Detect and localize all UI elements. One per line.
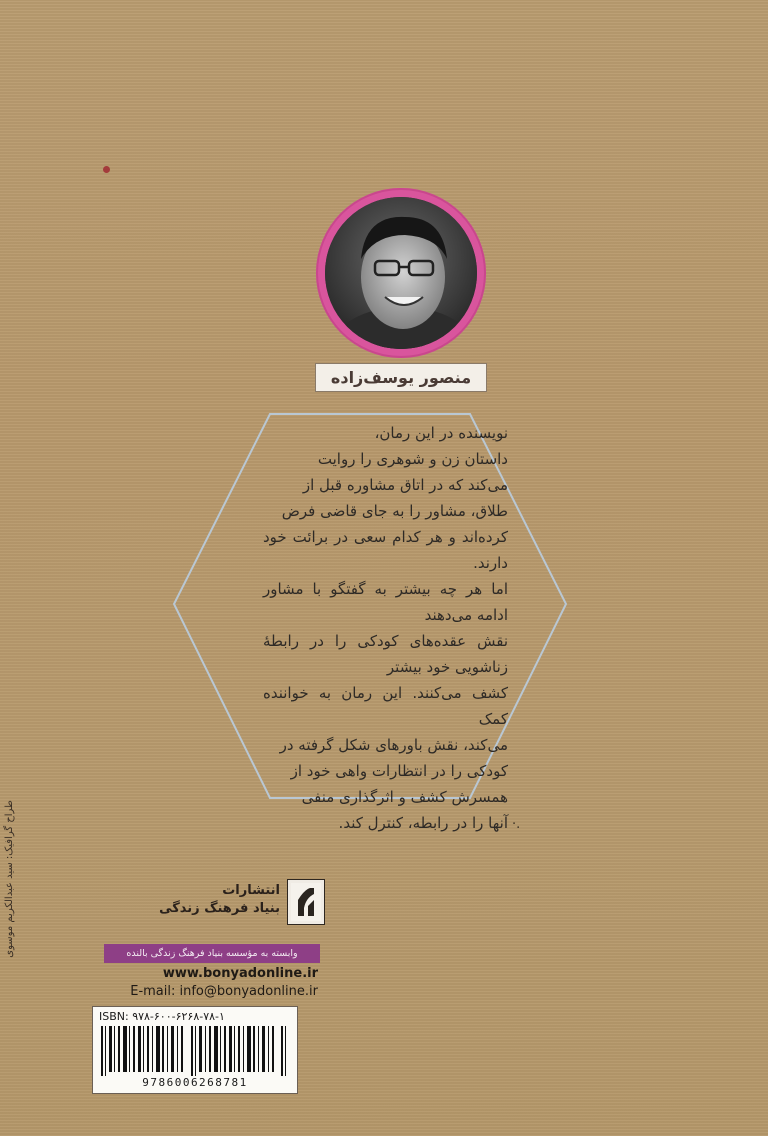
email-address: E-mail: info@bonyadonline.ir (130, 984, 318, 999)
back-cover-blurb (263, 420, 508, 836)
blurb-line: کودکی را در انتظارات واهی خود از (290, 762, 508, 780)
publisher-name (130, 882, 280, 918)
ink-speck (103, 166, 110, 173)
blurb-line: نقش عقده‌های کودکی را در رابطهٔ زناشویی خود بیشتر (263, 632, 508, 676)
designer-credit: طراح گرافیک: سید عبدالکریم موسوی (4, 800, 15, 958)
publisher-line1: انتشارات (222, 883, 280, 898)
isbn-label: ISBN: ۹۷۸-۶۰۰-۶۲۶۸-۷۸-۱ (99, 1010, 225, 1023)
author-portrait (325, 197, 477, 349)
blurb-line: می‌کند که در اتاق مشاوره قبل از (302, 476, 508, 494)
blurb-line: همسرش کشف و اثرگذاری منفی (301, 788, 508, 806)
publisher-line2: بنیاد فرهنگ زندگی (159, 901, 280, 916)
blurb-line: کرده‌اند و هر کدام سعی در برائت خود دارند. (263, 528, 508, 572)
barcode-number: 9786006268781 (142, 1076, 248, 1089)
ornament-dots: ·. (512, 817, 521, 832)
author-name: منصور یوسف‌زاده (315, 363, 487, 392)
blurb-line: می‌کند، نقش باورهای شکل گرفته در (279, 736, 508, 754)
blurb-line: نویسنده در این رمان، (374, 424, 508, 442)
website-url: www.bonyadonline.ir (162, 966, 318, 981)
barcode-bars (99, 1026, 289, 1076)
publisher-logo-icon (287, 879, 325, 925)
blurb-line: طلاق، مشاور را به جای قاضی فرض (281, 502, 508, 520)
blurb-line: آنها را در رابطه، کنترل کند. (338, 814, 508, 832)
barcode (92, 1006, 298, 1094)
blurb-line: داستان زن و شوهری را روایت (317, 450, 508, 468)
blurb-line: کشف می‌کنند. این رمان به خواننده کمک (263, 684, 508, 728)
blurb-line: اما هر چه بیشتر به گفتگو با مشاور ادامه می‌دهند (263, 580, 508, 624)
affiliation-banner: وابسته به مؤسسه بنیاد فرهنگ زندگی بالنده (104, 944, 320, 963)
author-portrait-frame (316, 188, 486, 358)
